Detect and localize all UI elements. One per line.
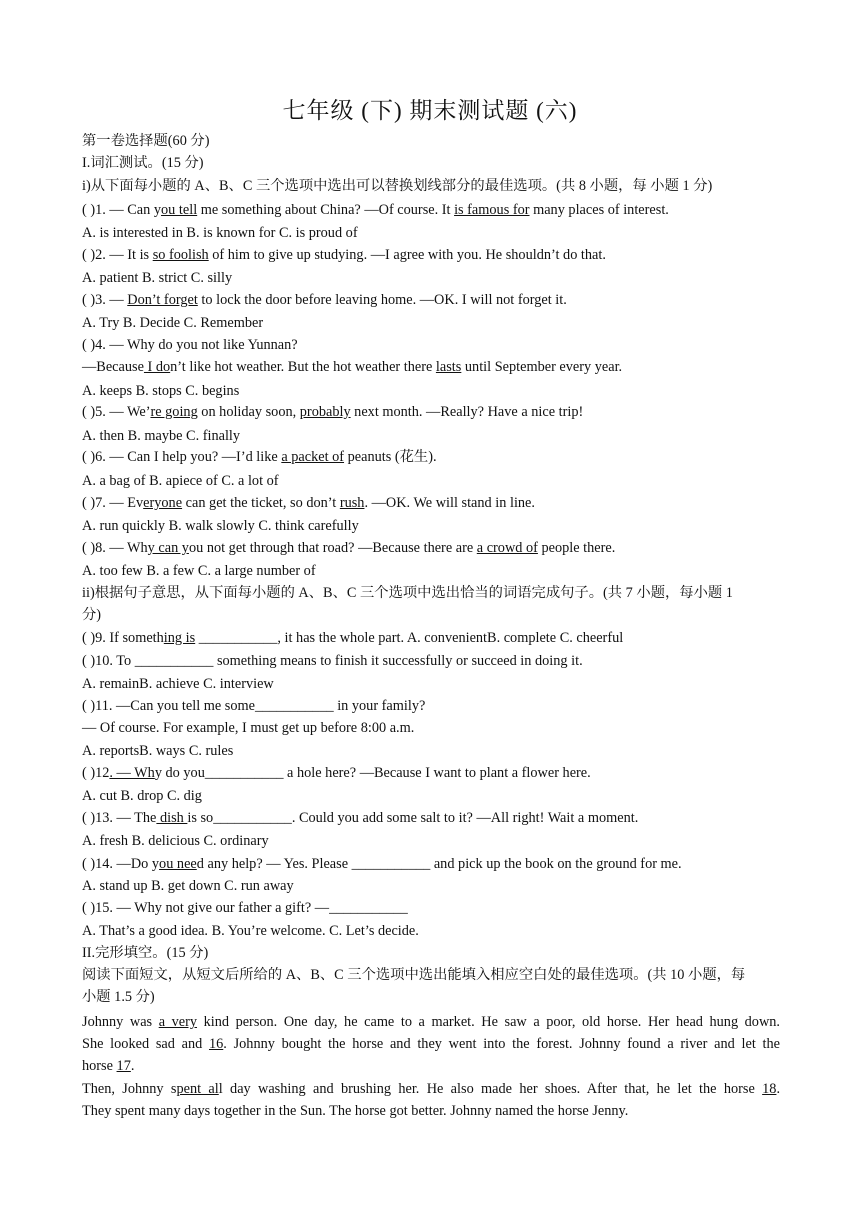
cloze-instruction-continued: 小题 1.5 分) xyxy=(82,989,155,1005)
question-12: ( )12. — Why do you___________ a hole here? —Because I want to plant a flower here. xyxy=(82,765,591,781)
question-4: ( )4. — Why do you not like Yunnan? xyxy=(82,337,298,353)
question-2: ( )2. — It is so foolish of him to give up studying. —I agree with you. He shouldn’t do that. xyxy=(82,247,606,263)
passage-line-5: They spent many days together in the Sun. The horse got better. Johnny named the horse Jenny. xyxy=(82,1103,629,1119)
question-11-options: A. reportsB. ways C. rules xyxy=(82,743,234,759)
question-15: ( )15. — Why not give our father a gift? —___________ xyxy=(82,900,408,916)
question-4-line-2: —Because I don’t like hot weather. But the hot weather there lasts until September every year. xyxy=(82,359,623,375)
question-7: ( )7. — Everyone can get the ticket, so don’t rush. —OK. We will stand in line. xyxy=(82,495,535,511)
question-1-options: A. is interested in B. is known for C. is proud of xyxy=(82,225,358,241)
part-heading-cloze: II.完形填空。(15 分) xyxy=(82,945,209,961)
instruction-ii-continued: 分) xyxy=(82,607,102,623)
cloze-instruction: 阅读下面短文，从短文后所给的 A、B、C 三个选项中选出能填入相应空白处的最佳选项。(共 10 小题，每 xyxy=(82,967,746,983)
question-10-options: A. remainB. achieve C. interview xyxy=(82,676,274,692)
question-6-options: A. a bag of B. apiece of C. a lot of xyxy=(82,473,279,489)
question-2-options: A. patient B. strict C. silly xyxy=(82,270,233,286)
instruction-ii: ii)根据句子意思，从下面每小题的 A、B、C 三个选项中选出恰当的词语完成句子。(共 7 小题，每小题 1 xyxy=(82,585,733,601)
question-11: ( )11. —Can you tell me some___________ in your family? xyxy=(82,698,426,714)
passage-line-3: horse 17. xyxy=(82,1058,135,1074)
question-3: ( )3. — Don’t forget to lock the door before leaving home. —OK. I will not forget it. xyxy=(82,292,567,308)
question-11-line-2: — Of course. For example, I must get up before 8:00 a.m. xyxy=(82,720,415,736)
question-6: ( )6. — Can I help you? —I’d like a packet of peanuts (花生). xyxy=(82,449,437,465)
question-1: ( )1. — Can you tell me something about China? —Of course. It is famous for many places of interest. xyxy=(82,202,669,218)
question-8-options: A. too few B. a few C. a large number of xyxy=(82,563,316,579)
question-15-options: A. That’s a good idea. B. You’re welcome. C. Let’s decide. xyxy=(82,923,419,939)
question-4-options: A. keeps B. stops C. begins xyxy=(82,383,240,399)
section-heading: 第一卷选择题(60 分) xyxy=(82,133,210,149)
part-heading-vocabulary: I.词汇测试。(15 分) xyxy=(82,155,204,171)
question-5-options: A. then B. maybe C. finally xyxy=(82,428,241,444)
question-13-options: A. fresh B. delicious C. ordinary xyxy=(82,833,269,849)
passage-line-1: Johnny was a very kind person. One day, he came to a market. He saw a poor, old horse. Her head hung down. xyxy=(82,1014,781,1030)
question-3-options: A. Try B. Decide C. Remember xyxy=(82,315,264,331)
question-14: ( )14. —Do you need any help? — Yes. Please ___________ and pick up the book on the ground for me. xyxy=(82,856,682,872)
instruction-i: i)从下面每小题的 A、B、C 三个选项中选出可以替换划线部分的最佳选项。(共 8 小题，每 小题 1 分) xyxy=(82,178,713,194)
question-10: ( )10. To ___________ something means to finish it successfully or succeed in doing it. xyxy=(82,653,583,669)
question-5: ( )5. — We’re going on holiday soon, probably next month. —Really? Have a nice trip! xyxy=(82,404,584,420)
page-title: 七年级 (下) 期末测试题 (六) xyxy=(282,98,578,123)
question-13: ( )13. — The dish is so___________. Could you add some salt to it? —All right! Wait a moment. xyxy=(82,810,639,826)
question-12-options: A. cut B. drop C. dig xyxy=(82,788,202,804)
question-8: ( )8. — Why can you not get through that road? —Because there are a crowd of people there. xyxy=(82,540,616,556)
passage-line-2: She looked sad and 16. Johnny bought the horse and they went into the forest. Johnny found a river and let the xyxy=(82,1036,780,1052)
question-9: ( )9. If something is ___________, it has the whole part. A. convenientB. complete C. cheerful xyxy=(82,630,624,646)
question-14-options: A. stand up B. get down C. run away xyxy=(82,878,294,894)
passage-line-4: Then, Johnny spent all day washing and brushing her. He also made her shoes. After that, he let the horse 18. xyxy=(82,1081,781,1097)
question-7-options: A. run quickly B. walk slowly C. think carefully xyxy=(82,518,359,534)
